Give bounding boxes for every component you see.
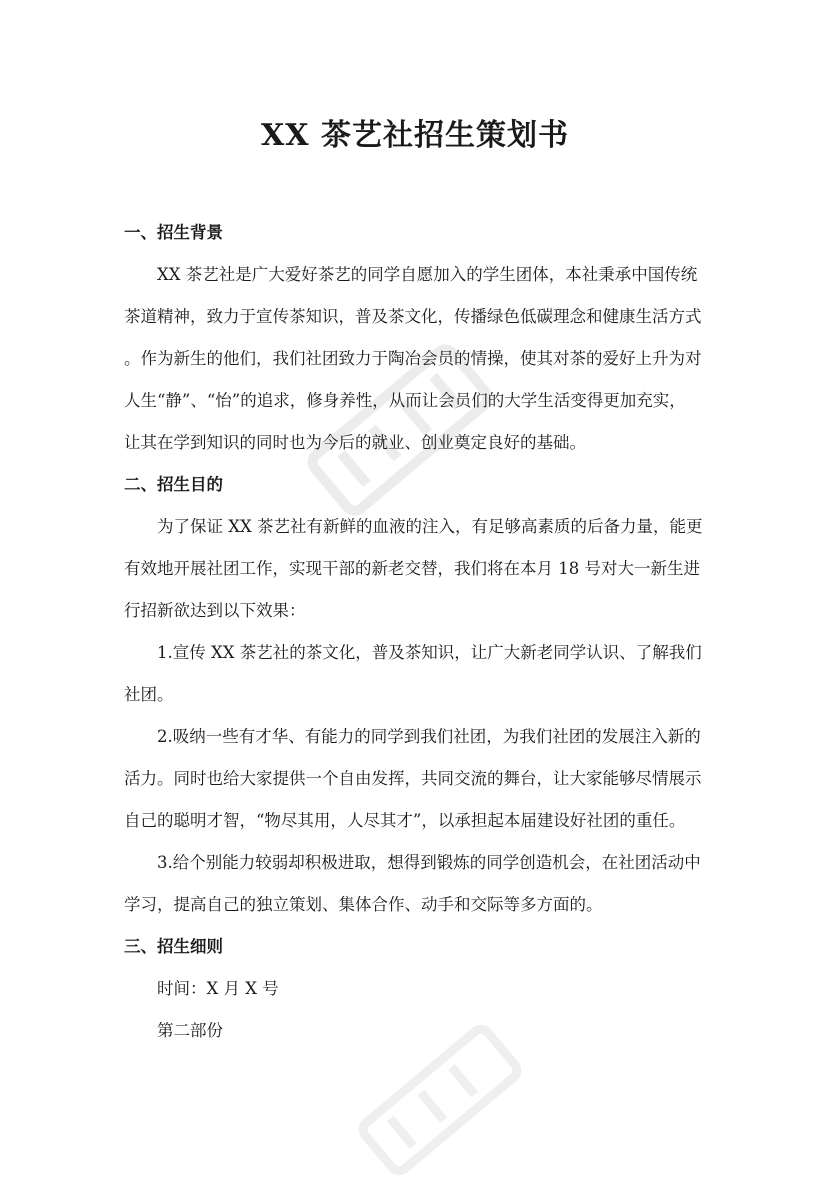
paragraph-line: 茶道精神，致力于宣传茶知识，普及茶文化，传播绿色低碳理念和健康生活方式 bbox=[124, 307, 702, 326]
paragraph-line: 活力。同时也给大家提供一个自由发挥，共同交流的舞台，让大家能够尽情展示 bbox=[124, 769, 702, 788]
paragraph-background bbox=[124, 254, 712, 464]
paragraph-line: 让其在学到知识的同时也为今后的就业、创业奠定良好的基础。 bbox=[124, 433, 586, 452]
section-heading-purpose: 二、招生目的 bbox=[124, 475, 223, 494]
paragraph-line: 行招新欲达到以下效果： bbox=[124, 601, 306, 620]
paragraph-line: 2.吸纳一些有才华、有能力的同学到我们社团，为我们社团的发展注入新的 bbox=[157, 727, 701, 746]
paragraph-line: 时间：X 月 X 号 bbox=[157, 979, 279, 998]
paragraph-line: 有效地开展社团工作，实现干部的新老交替，我们将在本月 18 号对大一新生进 bbox=[124, 559, 700, 578]
paragraph-rules-part-two bbox=[124, 1010, 712, 1052]
section-heading-background: 一、招生背景 bbox=[124, 223, 223, 242]
paragraph-purpose-intro bbox=[124, 506, 712, 632]
paragraph-line: 1.宣传 XX 茶艺社的茶文化，普及茶知识，让广大新老同学认识、了解我们 bbox=[157, 643, 702, 662]
paragraph-purpose-item-2 bbox=[124, 716, 712, 842]
paragraph-purpose-item-3 bbox=[124, 842, 712, 926]
document-title: XX 茶艺社招生策划书 bbox=[261, 118, 569, 153]
paragraph-line: 人生“静”、“怡”的追求，修身养性，从而让会员们的大学生活变得更加充实， bbox=[124, 391, 686, 410]
paragraph-line: 自己的聪明才智，“物尽其用，人尽其才”，以承担起本届建设好社团的重任。 bbox=[124, 811, 686, 830]
paragraph-purpose-item-1 bbox=[124, 632, 712, 716]
section-heading-rules: 三、招生细则 bbox=[124, 937, 223, 956]
paragraph-line: XX 茶艺社是广大爱好茶艺的同学自愿加入的学生团体，本社秉承中国传统 bbox=[157, 265, 698, 284]
paragraph-rules-time bbox=[124, 968, 712, 1010]
paragraph-line: 社团。 bbox=[124, 685, 174, 704]
paragraph-line: 3.给个别能力较弱却积极进取，想得到锻炼的同学创造机会，在社团活动中 bbox=[157, 853, 701, 872]
paragraph-line: 为了保证 XX 茶艺社有新鲜的血液的注入，有足够高素质的后备力量，能更 bbox=[157, 517, 703, 536]
paragraph-line: 。作为新生的他们，我们社团致力于陶冶会员的情操，使其对茶的爱好上升为对 bbox=[124, 349, 702, 368]
document-body bbox=[124, 212, 712, 1052]
paragraph-line: 学习，提高自己的独立策划、集体合作、动手和交际等多方面的。 bbox=[124, 895, 603, 914]
paragraph-line: 第二部份 bbox=[157, 1021, 223, 1040]
